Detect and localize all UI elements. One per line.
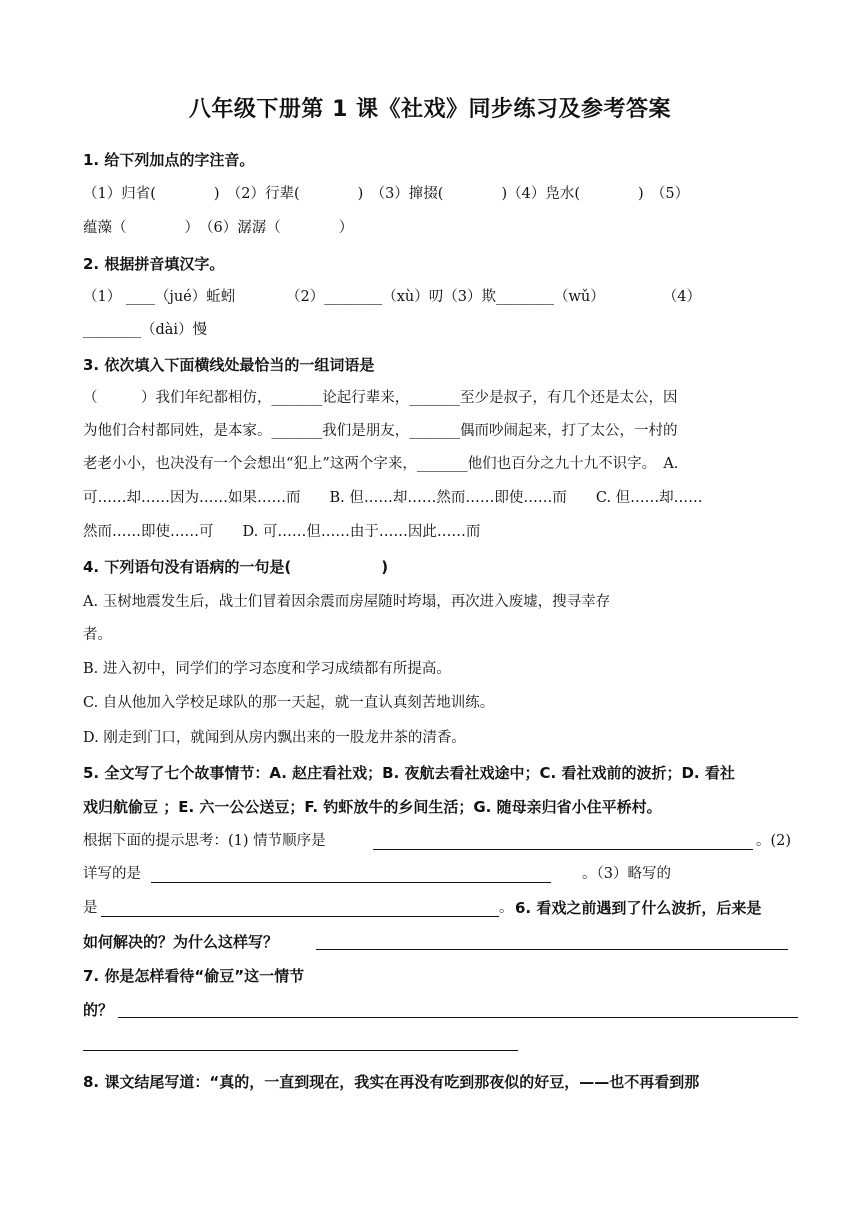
question-5-prompt-order: 根据下面的提示思考：(1) 情节顺序是 bbox=[83, 833, 326, 849]
question-1-line-2: 蕴藻（ ） （6）潺潺（ ） bbox=[83, 220, 354, 236]
question-4-option-c: C. 自从他加入学校足球队的那一天起，就一直认真刻苦地训练。 bbox=[83, 695, 495, 711]
answer-blank-question-7[interactable] bbox=[118, 1017, 798, 1018]
question-7-line-2: 的？ bbox=[83, 1001, 114, 1019]
question-5-prompt-order-end: 。(2) bbox=[756, 833, 792, 849]
question-7-line-1: 7. 你是怎样看待“偷豆”这一情节 bbox=[83, 967, 305, 985]
question-4-option-b: B. 进入初中，同学们的学习态度和学习成绩都有所提高。 bbox=[83, 661, 451, 677]
question-3-heading: 3. 依次填入下面横线处最恰当的一组词语是 bbox=[83, 356, 375, 374]
answer-blank-question-6[interactable] bbox=[316, 949, 788, 950]
question-5-line-2: 戏归航偷豆 ；E. 六一公公送豆；F. 钓虾放牛的乡间生活；G. 随母亲归省小住平桥村。 bbox=[83, 798, 662, 816]
question-3-line-4: 可……却……因为……如果……而 B. 但……却……然而……即使……而 C. 但……却…… bbox=[83, 490, 703, 506]
question-3-line-1: （ ）我们年纪都相仿，_______论起行辈来，_______至少是叔子，有几个还是太公，因 bbox=[83, 390, 678, 406]
question-4-option-a-line-1: A. 玉树地震发生后，战士们冒着因余震而房屋随时垮塌，再次进入废墟，搜寻幸存 bbox=[83, 594, 611, 610]
question-3-line-5: 然而……即使……可 D. 可……但……由于……因此……而 bbox=[83, 524, 481, 540]
question-5-prompt-brief-end: 。 bbox=[499, 900, 514, 916]
question-5-prompt-brief-start: 是 bbox=[83, 900, 98, 916]
question-8-line-1: 8. 课文结尾写道：“真的，一直到现在，我实在再没有吃到那夜似的好豆，——也不再看到那 bbox=[83, 1073, 700, 1091]
question-5-prompt-detailed: 详写的是 bbox=[83, 866, 141, 882]
answer-blank-question-7-continuation[interactable] bbox=[83, 1050, 518, 1051]
answer-blank-detailed[interactable] bbox=[151, 882, 551, 883]
answer-blank-order[interactable] bbox=[373, 849, 753, 850]
question-2-line-2: ________（dài）慢 bbox=[83, 322, 208, 338]
question-3-line-3: 老老小小，也决没有一个会想出“犯上”这两个字来，_______他们也百分之九十九不识字。 A. bbox=[83, 456, 679, 472]
question-6-line-1: 6. 看戏之前遇到了什么波折，后来是 bbox=[515, 899, 762, 917]
answer-blank-brief[interactable] bbox=[101, 916, 499, 917]
question-1-heading: 1. 给下列加点的字注音。 bbox=[83, 151, 255, 169]
question-5-line-1: 5. 全文写了七个故事情节：A. 赵庄看社戏；B. 夜航去看社戏途中；C. 看社戏前的波折；D. 看社 bbox=[83, 764, 735, 782]
question-4-option-a-line-2: 者。 bbox=[83, 627, 112, 643]
page-title: 八年级下册第 1 课《社戏》同步练习及参考答案 bbox=[188, 97, 672, 122]
question-2-heading: 2. 根据拼音填汉字。 bbox=[83, 255, 225, 273]
question-3-line-2: 为他们合村都同姓，是本家。_______我们是朋友，_______偶而吵闹起来，打了太公，一村的 bbox=[83, 423, 678, 439]
question-4-option-d: D. 刚走到门口，就闻到从房内飘出来的一股龙井茶的清香。 bbox=[83, 730, 466, 746]
question-4-heading: 4. 下列语句没有语病的一句是( ) bbox=[83, 558, 389, 576]
question-6-line-2: 如何解决的？为什么这样写？ bbox=[83, 933, 279, 951]
question-2-line-1: （1） ____（jué）蚯蚓 （2）________（xù）叨（3）欺________（wǔ） （4） bbox=[83, 289, 701, 305]
question-1-line-1: （1）归省( ) （2）行辈( ) （3）撺掇( )（4）凫水( ) （5） bbox=[83, 186, 690, 202]
question-5-prompt-brief: 。（3）略写的 bbox=[582, 866, 671, 882]
